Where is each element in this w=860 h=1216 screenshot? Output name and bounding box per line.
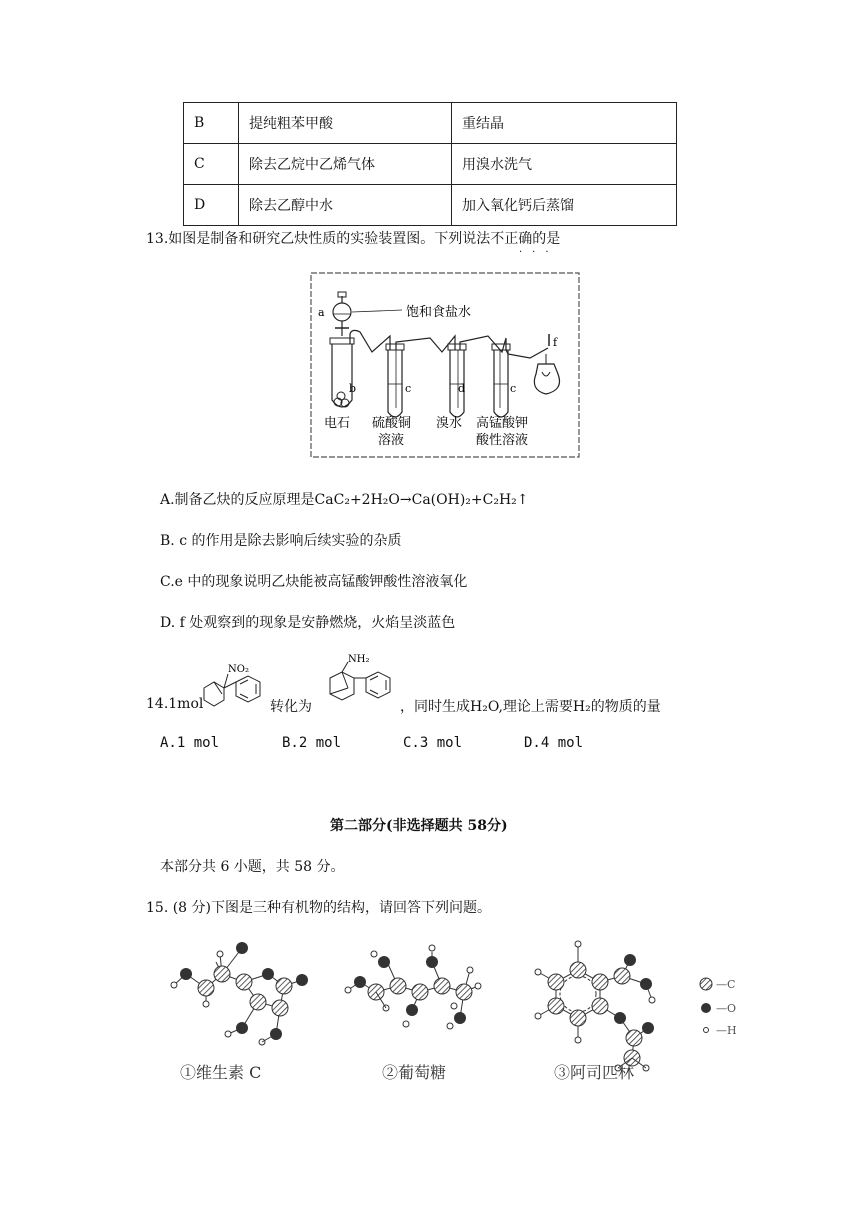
row-method: 重结晶 — [452, 103, 677, 144]
nitro-compound-structure — [198, 654, 270, 716]
q13-option-c: C.e 中的现象说明乙炔能被高锰酸钾酸性溶液氧化 — [160, 574, 468, 590]
q13-stem: 13.如图是制备和研究乙炔性质的实验装置图。下列说法不正确的是 — [146, 231, 561, 247]
options-table — [183, 102, 677, 226]
table-row — [184, 144, 677, 185]
label-c2: c — [510, 382, 517, 395]
tube1-label: 电石 — [324, 416, 351, 431]
nitro-label: NO₂ — [228, 664, 249, 675]
label-f: f — [553, 336, 558, 349]
row-method: 加入氧化钙后蒸馏 — [452, 185, 677, 226]
label-c1: c — [405, 382, 412, 395]
legend-hydrogen: —H — [716, 1024, 737, 1037]
funnel-label: 饱和食盐水 — [406, 305, 472, 320]
row-method: 用溴水洗气 — [452, 144, 677, 185]
part2-title: 第二部分(非选择题共 58分) — [330, 818, 508, 834]
caption-glucose: ②葡萄糖 — [382, 1063, 447, 1082]
row-letter: B — [184, 103, 239, 144]
q13-option-d: D. f 处观察到的现象是安静燃烧，火焰呈淡蓝色 — [160, 615, 456, 631]
row-letter: C — [184, 144, 239, 185]
label-b: b — [349, 382, 357, 395]
legend-carbon: —C — [716, 978, 736, 991]
atom-legend — [700, 978, 737, 1037]
q14-prefix: 14.1mol — [146, 696, 204, 712]
caption-aspirin: ③阿司匹林 — [554, 1063, 635, 1082]
vitamin-c-model — [171, 942, 308, 1045]
glucose-model — [345, 945, 481, 1029]
q13-option-b: B. c 的作用是除去影响后续实验的杂质 — [160, 533, 402, 549]
amine-label: NH₂ — [348, 654, 370, 665]
q14-option-a: A.1 mol — [160, 735, 220, 751]
q14-option-c: C.3 mol — [403, 735, 463, 751]
part2-intro: 本部分共 6 小题，共 58 分。 — [160, 859, 345, 875]
q14-option-b: B.2 mol — [282, 735, 342, 751]
row-purpose: 除去乙醇中水 — [239, 185, 452, 226]
tube2-label-line2: 溶液 — [378, 433, 405, 448]
q14-suffix: ，同时生成H₂O,理论上需要H₂的物质的量 — [400, 699, 661, 715]
row-letter: D — [184, 185, 239, 226]
table-row — [184, 103, 677, 144]
legend-oxygen: —O — [716, 1002, 737, 1015]
label-a: a — [318, 306, 325, 319]
q13-option-a: A.制备乙炔的反应原理是CaC₂+2H₂O→Ca(OH)₂+C₂H₂↑ — [160, 492, 529, 508]
tube4-label-line1: 高锰酸钾 — [476, 416, 529, 431]
molecule-models-figure — [160, 930, 760, 1090]
label-d: d — [458, 382, 466, 395]
amine-compound-structure — [314, 648, 400, 716]
row-purpose: 除去乙烷中乙烯气体 — [239, 144, 452, 185]
aspirin-model — [535, 941, 655, 1071]
q14-middle: 转化为 — [270, 699, 312, 715]
caption-vitamin-c: ①维生素 C — [180, 1063, 262, 1082]
acetylene-apparatus-figure — [310, 272, 580, 458]
emphasis-dots: ·​·​· — [519, 247, 559, 258]
row-purpose: 提纯粗苯甲酸 — [239, 103, 452, 144]
table-row — [184, 185, 677, 226]
q14-option-d: D.4 mol — [524, 735, 584, 751]
tube3-label: 溴水 — [436, 416, 463, 431]
tube2-label-line1: 硫酸铜 — [372, 416, 412, 431]
tube4-label-line2: 酸性溶液 — [476, 433, 529, 448]
q15-stem: 15. (8 分)下图是三种有机物的结构，请回答下列问题。 — [146, 900, 491, 916]
